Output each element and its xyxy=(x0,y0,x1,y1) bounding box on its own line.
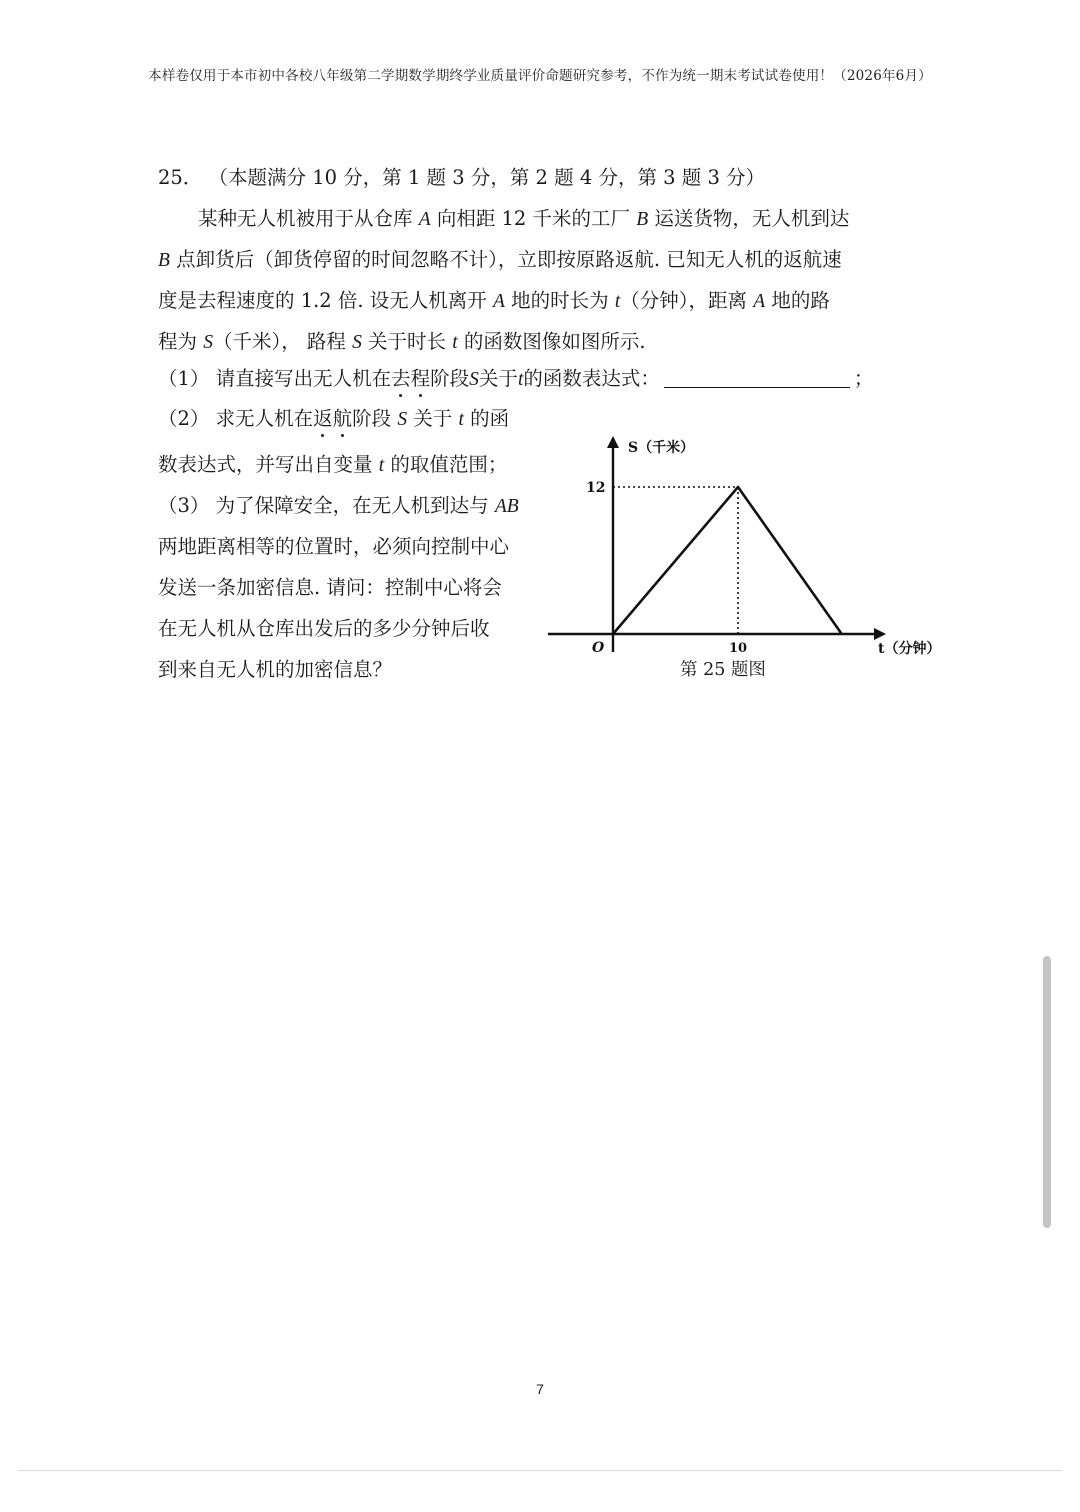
series-polyline xyxy=(613,487,842,634)
stem-line-1: 某种无人机被用于从仓库 A 向相距 12 千米的工厂 B 运送货物，无人机到达 xyxy=(198,207,850,230)
stem-line-4: 程为 S（千米）， 路程 S 关于时长 t 的函数图像如图所示. xyxy=(158,330,646,353)
axes xyxy=(548,436,886,652)
function-graph xyxy=(548,428,948,660)
sub-question-2-line-1: （2） 求无人机在返航阶段 S 关于 t 的函 xyxy=(158,407,510,430)
answer-blank[interactable] xyxy=(664,367,850,388)
y-axis-arrow xyxy=(607,436,619,448)
figure-caption: 第 25 题图 xyxy=(680,660,766,680)
y-axis-label: S（千米） xyxy=(628,440,695,456)
series-line xyxy=(613,487,842,634)
sub-question-3-line-4: 在无人机从仓库出发后的多少分钟后收 xyxy=(158,617,490,640)
axis-labels xyxy=(586,439,940,657)
sub-question-3-line-5: 到来自无人机的加密信息？ xyxy=(158,658,393,681)
y-tick-label: 12 xyxy=(586,480,606,496)
vertical-scrollbar[interactable] xyxy=(1043,956,1051,1228)
question-heading xyxy=(158,165,765,190)
stem-line-2: B 点卸货后（卸货停留的时间忽略不计），立即按原路返航. 已知无人机的返航速 xyxy=(158,248,842,271)
sub-question-1: （1） 请直接写出无人机在去程阶段S关于t的函数表达式： ； xyxy=(158,367,874,390)
emphasis-dot-char: 程 xyxy=(410,367,431,390)
sub-question-3-line-2: 两地距离相等的位置时，必须向控制中心 xyxy=(158,535,510,558)
emphasis-dot-char: 去 xyxy=(391,367,411,390)
origin-label: O xyxy=(592,640,605,656)
stem-line-3: 度是去程速度的 1.2 倍. 设无人机离开 A 地的时长为 t（分钟），距离 A 地的路 xyxy=(158,289,830,312)
sub-question-2-line-2: 数表达式，并写出自变量 t 的取值范围； xyxy=(158,453,508,476)
x-axis-label: t（分钟） xyxy=(878,641,941,657)
header-notice: 本样卷仅用于本市初中各校八年级第二学期数学期终学业质量评价命题研究参考，不作为统一期末考试试卷使用！（2026年6月） xyxy=(148,68,932,84)
sub-question-3-line-1: （3） 为了保障安全，在无人机到达与 AB xyxy=(158,494,519,517)
x-tick-label: 10 xyxy=(729,641,748,656)
emphasis-dot-char: 返 xyxy=(313,407,333,430)
page-bottom-divider xyxy=(18,1470,1062,1471)
score-note: （本题满分 10 分，第 1 题 3 分，第 2 题 4 分，第 3 题 3 分） xyxy=(208,166,766,189)
page-number: 7 xyxy=(536,1381,544,1397)
sub-question-3-line-3: 发送一条加密信息. 请问：控制中心将会 xyxy=(158,576,502,599)
question-number: 25． xyxy=(158,166,203,189)
emphasis-dot-char: 航 xyxy=(332,407,353,430)
x-axis-arrow xyxy=(874,628,886,640)
